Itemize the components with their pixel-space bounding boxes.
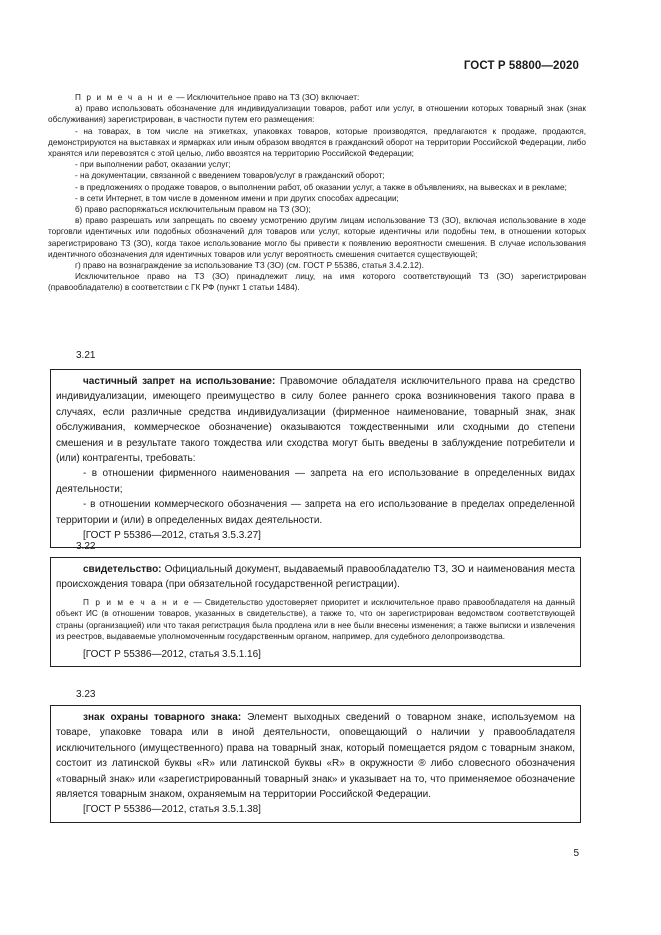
note-intro: П р и м е ч а н и е — Исключительное право на ТЗ (ЗО) включает: (75, 93, 360, 102)
document-id: ГОСТ Р 58800—2020 (463, 60, 579, 72)
entry-number: 3.21 (76, 350, 96, 361)
note-item: - на товарах, в том числе на этикетках, упаковках товаров, которые производятся, предлагаются к продаже, продаются, демонстрируются на выставках и ярмарках или иным образом вводятся в гражданский оборот на территории Российской Федерации, либо хранятся или перевозятся с этой целью, либо ввозятся на территорию Российской Федерации; (48, 126, 586, 159)
term-name: свидетельство: (83, 564, 162, 575)
entry-number: 3.22 (76, 541, 96, 552)
list-item: - в отношении коммерческого обозначения — запрета на его использование в пределах определенной территории и (или) в определенных видах деятельности. (56, 499, 575, 526)
term-name: знак охраны товарного знака: (83, 712, 242, 723)
note-item: б) право распоряжаться исключительным правом на ТЗ (ЗО); (75, 205, 311, 215)
source-reference: [ГОСТ Р 55386—2012, статья 3.5.1.16] (83, 648, 261, 660)
note-block (48, 92, 586, 294)
note-item: - на документации, связанной с введением товаров/услуг в гражданский оборот; (75, 171, 385, 181)
term-definition: свидетельство: Официальный документ, выдаваемый правообладателю ТЗ, ЗО и наименования места происхождения товара (при обязательной государственной регистрации). (56, 564, 575, 591)
term-definition: частичный запрет на использование: Правомочие обладателя исключительного права на средство индивидуализации, имеющего преимущество в силу более раннего срока возникновения такого права в случаях, если различные средства индивидуализации (фирменное наименование, товарный знак, знак обслуживания, коммерческое обозначение) оказываются тождественными или сходными до степени смешения и в результате такого тождества или сходства могут быть введены в заблуждение потребители и (или) контрагенты, требовать: (56, 376, 575, 465)
note-label: П р и м е ч а н и е (75, 93, 175, 102)
list-item: - в отношении фирменного наименования — запрета на его использование в определенных видах деятельности; (56, 468, 575, 495)
note-item: - в сети Интернет, в том числе в доменном имени и при других способах адресации; (75, 193, 399, 203)
source-reference: [ГОСТ Р 55386—2012, статья 3.5.3.27] (83, 530, 261, 542)
page-number: 5 (573, 848, 579, 859)
term-entry-box (50, 369, 581, 548)
note-item: а) право использовать обозначение для индивидуализации товаров, работ или услуг, в отношении которых товарный знак (знак обслуживания) зарегистрирован, в частности путем его размещения: (48, 104, 586, 125)
note-item: - при выполнении работ, оказании услуг; (75, 160, 231, 170)
entry-note: П р и м е ч а н и е — Свидетельство удостоверяет приоритет и исключительное право правообладателя на данный объект ИС (в отношении товаров, указанных в свидетельстве), а также то, что он зарегистрирован ведомством соответствующей страны (организацией) или что такая регистрация была продлена или в нее были внесены изменения; а также выписки и извлечения из реестров, выдаваемые уполномоченным государственным органом, например, для судебного делопроизводства. (56, 597, 575, 642)
note-item: в) право разрешать или запрещать по своему усмотрению другим лицам использование ТЗ (ЗО), включая использование в ходе торговли идентичных или подобных обозначений для товаров или услуг, которые идентичны или подобны тем, в отношении которых зарегистрировано ТЗ (ЗО), когда такое использование могло бы привести к появлению вероятности смешения. В случае использования идентичного обозначения для идентичных товаров или услуг вероятность смешения считается существующей; (48, 216, 586, 259)
term-name: частичный запрет на использование: (83, 376, 276, 387)
term-entry-box (50, 557, 581, 667)
source-reference: [ГОСТ Р 55386—2012, статья 3.5.1.38] (83, 804, 261, 816)
note-label: П р и м е ч а н и е (83, 597, 191, 607)
note-item: г) право на вознаграждение за использование ТЗ (ЗО) (см. ГОСТ Р 55386, статья 3.4.2.12). (75, 261, 424, 271)
note-item: - в предложениях о продаже товаров, о выполнении работ, об оказании услуг, а также в объявлениях, на вывесках и в рекламе; (75, 182, 567, 192)
term-definition: знак охраны товарного знака: Элемент выходных сведений о товарном знаке, используемом на товаре, упаковке товара или в иной деятельности, оповещающий о наличии у правообладателя исключительного (имущественного) права на товарный знак, который помещается рядом с товарным знаком, состоит из латинской буквы «R» или латинской буквы «R» в окружности ® либо словесного обозначения «товарный знак» или «зарегистрированный товарный знак» и указывает на то, что применяемое обозначение является товарным знаком, охраняемым на территории Российской Федерации. (56, 712, 575, 801)
term-entry-box (50, 705, 581, 823)
entry-number: 3.23 (76, 689, 96, 700)
note-item: Исключительное право на ТЗ (ЗО) принадлежит лицу, на имя которого соответствующий ТЗ (ЗО) зарегистрирован (правообладателю) в соответствии с ГК РФ (пункт 1 статьи 1484). (48, 272, 586, 293)
